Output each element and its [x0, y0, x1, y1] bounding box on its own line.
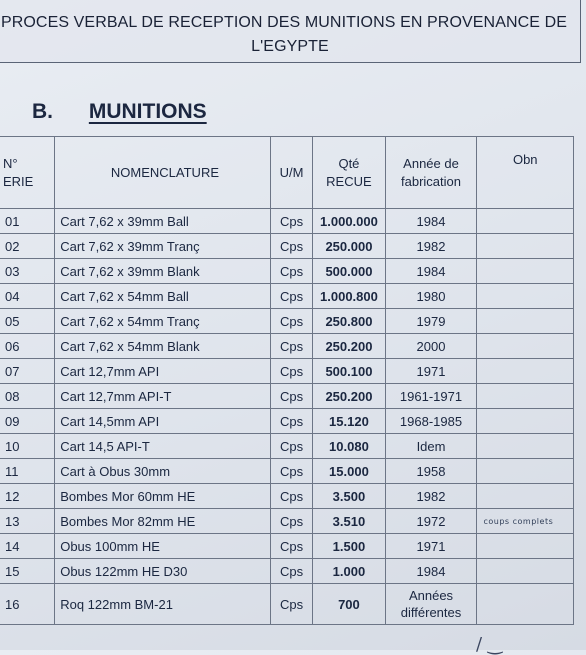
cell-year: 1984 — [385, 209, 477, 234]
cell-quantity: 250.000 — [313, 234, 385, 259]
cell-year: 1984 — [385, 259, 477, 284]
cell-serial-number: 11 — [0, 459, 55, 484]
header-observations: Obn — [477, 137, 574, 209]
cell-quantity: 250.200 — [313, 384, 385, 409]
cell-observations — [477, 384, 574, 409]
cell-nomenclature: Cart 12,7mm API-T — [55, 384, 270, 409]
table-row — [0, 309, 574, 334]
table-row — [0, 534, 574, 559]
header-unit: U/M — [270, 137, 313, 209]
header-year — [385, 137, 477, 209]
cell-nomenclature: Roq 122mm BM-21 — [55, 584, 270, 625]
table-row — [0, 259, 574, 284]
header-serial-line-1: N° — [3, 155, 18, 171]
cell-nomenclature: Cart 14,5 API-T — [55, 434, 270, 459]
cell-unit: Cps — [270, 359, 313, 384]
cell-unit: Cps — [270, 259, 313, 284]
cell-nomenclature: Cart 7,62 x 54mm Ball — [55, 284, 270, 309]
cell-year: 1982 — [385, 484, 477, 509]
table-row — [0, 209, 574, 234]
cell-observations — [477, 534, 574, 559]
cell-observations — [477, 484, 574, 509]
cell-quantity: 1.000.800 — [313, 284, 385, 309]
cell-observations — [477, 309, 574, 334]
cell-serial-number: 07 — [0, 359, 55, 384]
table-row — [0, 509, 574, 534]
cell-serial-number: 14 — [0, 534, 55, 559]
cell-serial-number: 09 — [0, 409, 55, 434]
cell-unit: Cps — [270, 284, 313, 309]
cell-observations — [477, 409, 574, 434]
cell-quantity: 500.100 — [313, 359, 385, 384]
cell-nomenclature: Obus 100mm HE — [55, 534, 270, 559]
cell-serial-number: 02 — [0, 234, 55, 259]
cell-year: 1961-1971 — [385, 384, 477, 409]
cell-year: 1971 — [385, 359, 477, 384]
document-title-line-2: L'EGYPTE — [251, 38, 329, 55]
cell-year: 1980 — [385, 284, 477, 309]
cell-quantity: 3.510 — [313, 509, 385, 534]
cell-quantity: 10.080 — [313, 434, 385, 459]
cell-year: 1958 — [385, 459, 477, 484]
table-row — [0, 359, 574, 384]
cell-quantity: 250.200 — [313, 334, 385, 359]
table-row — [0, 559, 574, 584]
header-year-line-2: fabrication — [401, 173, 461, 189]
cell-unit: Cps — [270, 234, 313, 259]
cell-nomenclature: Cart 7,62 x 54mm Tranç — [55, 309, 270, 334]
header-quantity-line-1: Qté — [338, 155, 360, 171]
cell-year: 1971 — [385, 534, 477, 559]
table-row — [0, 234, 574, 259]
cell-observations — [477, 284, 574, 309]
cell-observations — [477, 334, 574, 359]
cell-nomenclature: Cart 14,5mm API — [55, 409, 270, 434]
cell-unit: Cps — [270, 534, 313, 559]
cell-quantity: 3.500 — [313, 484, 385, 509]
header-serial-number — [0, 137, 55, 209]
cell-observations — [477, 209, 574, 234]
cell-quantity: 250.800 — [313, 309, 385, 334]
cell-quantity: 15.120 — [313, 409, 385, 434]
cell-quantity: 1.000.000 — [313, 209, 385, 234]
cell-year: 1984 — [385, 559, 477, 584]
cell-year: 1968-1985 — [385, 409, 477, 434]
cell-year: 1979 — [385, 309, 477, 334]
cell-nomenclature: Cart à Obus 30mm — [55, 459, 270, 484]
cell-serial-number: 04 — [0, 284, 55, 309]
header-year-line-1: Année de — [403, 155, 459, 171]
cell-nomenclature: Obus 122mm HE D30 — [55, 559, 270, 584]
section-heading — [32, 100, 207, 124]
header-serial-line-2: ERIE — [3, 173, 34, 189]
table-row — [0, 434, 574, 459]
section-title: MUNITIONS — [88, 100, 207, 123]
table-row — [0, 459, 574, 484]
cell-quantity: 500.000 — [313, 259, 385, 284]
section-number: B. — [32, 100, 53, 123]
cell-nomenclature: Cart 7,62 x 39mm Tranç — [55, 234, 270, 259]
table-row — [0, 384, 574, 409]
cell-serial-number: 10 — [0, 434, 55, 459]
cell-observations: coups complets — [477, 509, 574, 534]
cell-unit: Cps — [270, 409, 313, 434]
cell-unit: Cps — [270, 309, 313, 334]
cell-unit: Cps — [270, 509, 313, 534]
cell-year: Idem — [385, 434, 477, 459]
cell-serial-number: 13 — [0, 509, 55, 534]
cell-nomenclature: Bombes Mor 82mm HE — [55, 509, 270, 534]
cell-unit: Cps — [270, 459, 313, 484]
cell-observations — [477, 559, 574, 584]
cell-nomenclature: Bombes Mor 60mm HE — [55, 484, 270, 509]
cell-serial-number: 06 — [0, 334, 55, 359]
header-quantity — [313, 137, 385, 209]
cell-serial-number: 03 — [0, 259, 55, 284]
cell-observations — [477, 434, 574, 459]
document-header — [0, 0, 581, 63]
cell-quantity: 700 — [313, 584, 385, 625]
table-row — [0, 484, 574, 509]
cell-year: Années différentes — [385, 584, 477, 625]
cell-quantity: 1.000 — [313, 559, 385, 584]
cell-year: 2000 — [385, 334, 477, 359]
handwritten-mark: / ‿ — [476, 634, 503, 655]
header-quantity-line-2: RECUE — [326, 173, 372, 189]
table-row — [0, 409, 574, 434]
cell-year: 1972 — [385, 509, 477, 534]
cell-observations — [477, 359, 574, 384]
cell-unit: Cps — [270, 384, 313, 409]
cell-serial-number: 15 — [0, 559, 55, 584]
cell-serial-number: 12 — [0, 484, 55, 509]
table-header-row — [0, 137, 574, 209]
munitions-table — [0, 136, 574, 625]
cell-unit: Cps — [270, 334, 313, 359]
cell-nomenclature: Cart 7,62 x 39mm Ball — [55, 209, 270, 234]
document-title-line-1: PROCES VERBAL DE RECEPTION DES MUNITIONS EN PROVENANCE DE — [0, 14, 568, 31]
table-row — [0, 284, 574, 309]
cell-unit: Cps — [270, 434, 313, 459]
cell-year: 1982 — [385, 234, 477, 259]
cell-observations — [477, 584, 574, 625]
table-row — [0, 334, 574, 359]
cell-nomenclature: Cart 7,62 x 39mm Blank — [55, 259, 270, 284]
cell-serial-number: 05 — [0, 309, 55, 334]
cell-unit: Cps — [270, 209, 313, 234]
table-row — [0, 584, 574, 625]
cell-serial-number: 16 — [0, 584, 55, 625]
cell-observations — [477, 259, 574, 284]
cell-observations — [477, 234, 574, 259]
cell-serial-number: 08 — [0, 384, 55, 409]
cell-observations — [477, 459, 574, 484]
cell-unit: Cps — [270, 584, 313, 625]
cell-quantity: 15.000 — [313, 459, 385, 484]
cell-nomenclature: Cart 7,62 x 54mm Blank — [55, 334, 270, 359]
cell-unit: Cps — [270, 484, 313, 509]
header-nomenclature: NOMENCLATURE — [55, 137, 270, 209]
cell-nomenclature: Cart 12,7mm API — [55, 359, 270, 384]
cell-quantity: 1.500 — [313, 534, 385, 559]
cell-unit: Cps — [270, 559, 313, 584]
cell-serial-number: 01 — [0, 209, 55, 234]
